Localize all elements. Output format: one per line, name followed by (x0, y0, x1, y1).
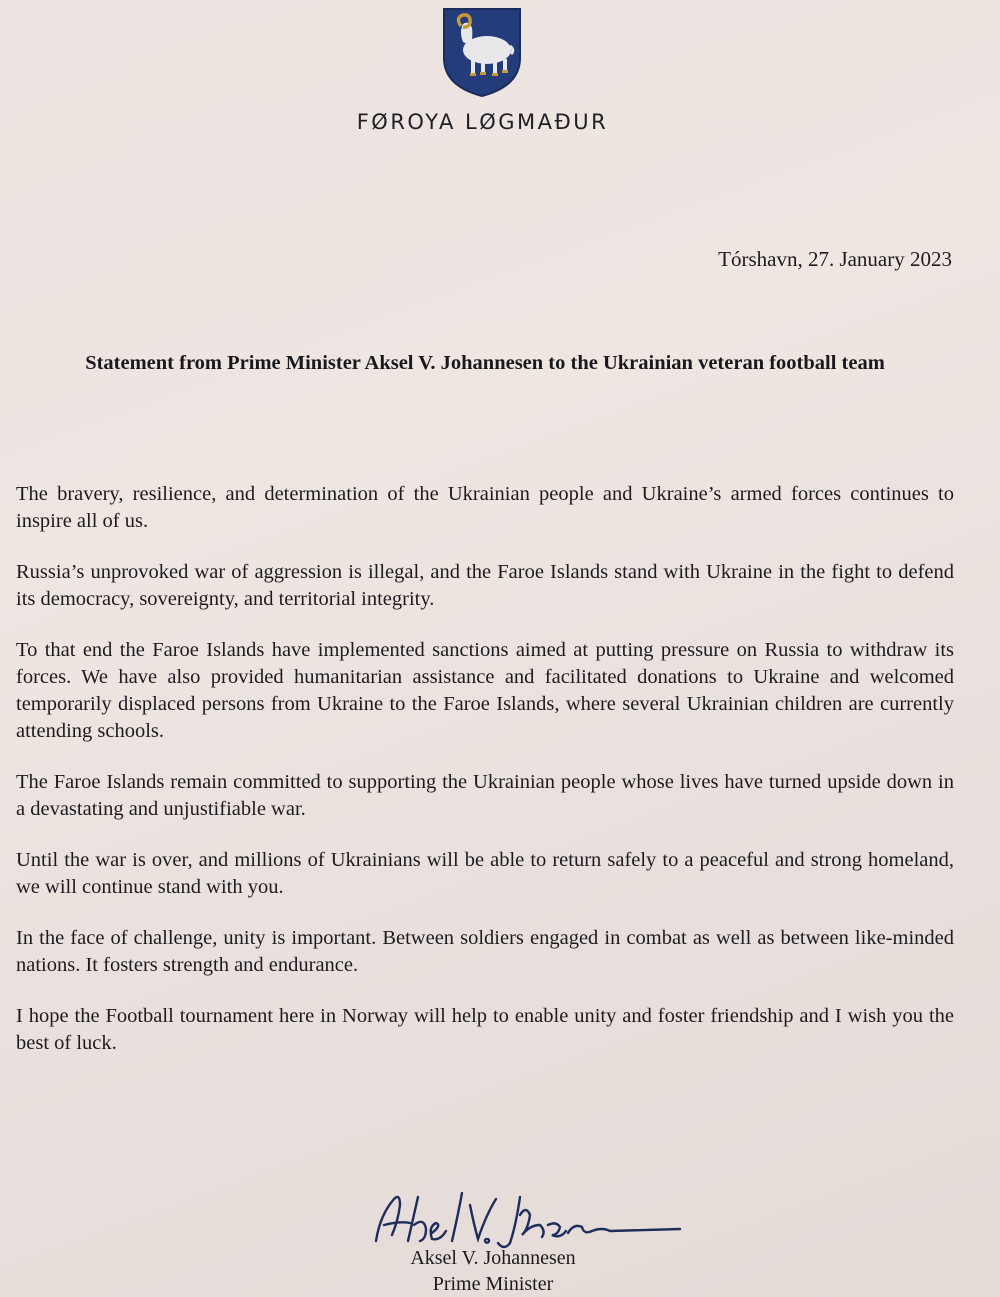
letter-body (16, 481, 954, 1081)
statement-title: Statement from Prime Minister Aksel V. Johannesen to the Ukrainian veteran football team (85, 352, 885, 374)
body-paragraph: The bravery, resilience, and determination of the Ukrainian people and Ukraine’s armed forces continues to inspire all of us. (16, 483, 954, 532)
signatory-role: Prime Minister (432, 1273, 554, 1295)
body-paragraph: Until the war is over, and millions of Ukrainians will be able to return safely to a peaceful and strong homeland, we will continue stand with you. (16, 849, 954, 898)
body-paragraph: In the face of challenge, unity is important. Between soldiers engaged in combat as well as between like-minded nations. It fosters strength and endurance. (16, 927, 954, 976)
body-paragraph: To that end the Faroe Islands have implemented sanctions aimed at putting pressure on Russia to withdraw its forces. We have also provided humanitarian assistance and facilitated donations to Ukraine and welcomed temporarily displaced persons from Ukraine to the Faroe Islands, where several Ukrainian children are currently attending schools. (16, 639, 954, 742)
body-paragraph: I hope the Football tournament here in Norway will help to enable unity and foster friendship and I wish you the best of luck. (16, 1005, 954, 1054)
body-paragraph: Russia’s unprovoked war of aggression is illegal, and the Faroe Islands stand with Ukraine in the fight to defend its democracy, sovereignty, and territorial integrity. (16, 561, 954, 610)
letterhead-org-name: FØROYA LØGMAÐUR (356, 110, 609, 134)
signatory-name: Aksel V. Johannesen (410, 1247, 576, 1269)
handwritten-signature (370, 1185, 690, 1255)
signature-block (370, 1185, 690, 1297)
body-paragraph: The Faroe Islands remain committed to supporting the Ukrainian people whose lives have turned upside down in a devastating and unjustifiable war. (16, 771, 954, 820)
date-line: Tórshavn, 27. January 2023 (718, 247, 952, 271)
ram-coat-of-arms-icon (441, 6, 523, 98)
